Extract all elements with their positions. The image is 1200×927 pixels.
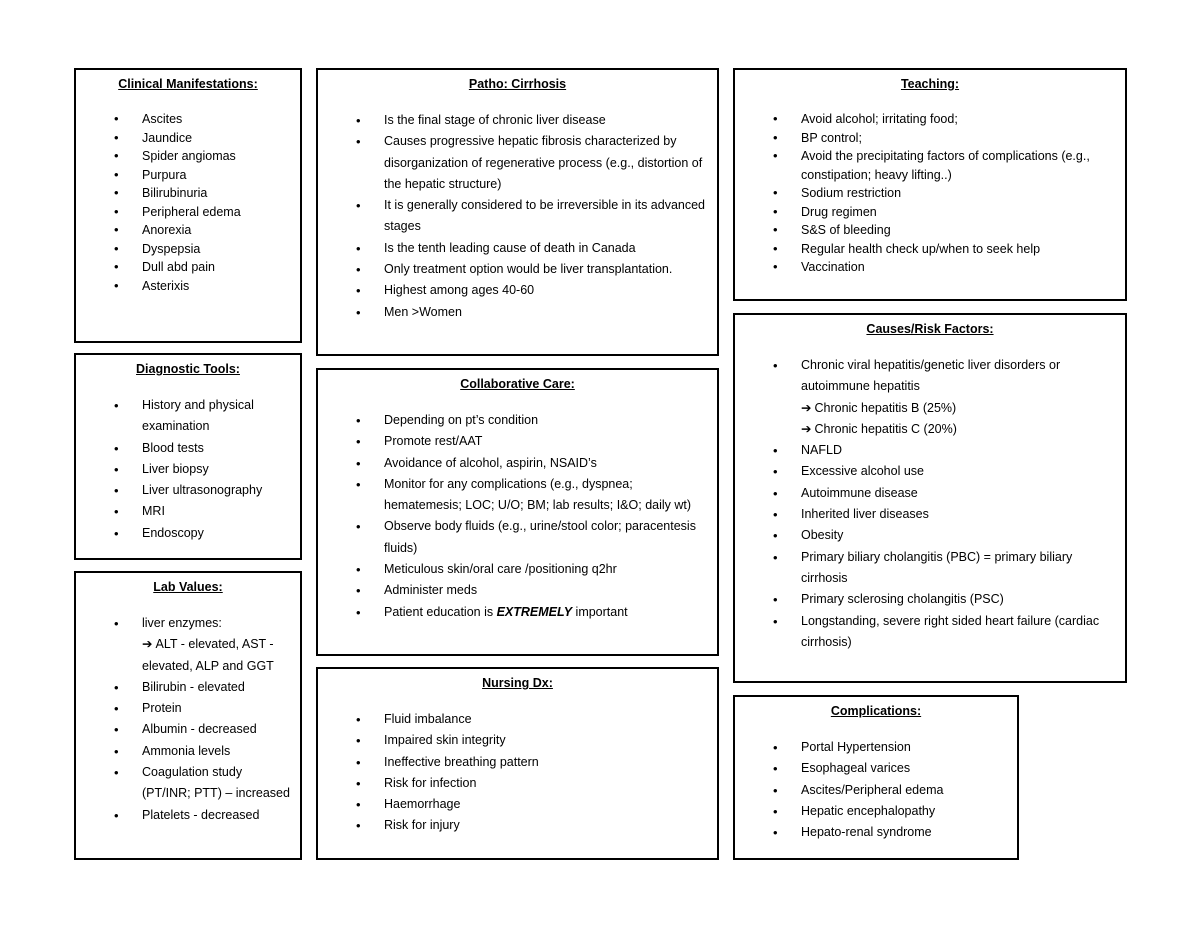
list-item: • Impaired skin integrity — [326, 730, 709, 751]
list-item-label-suffix: important — [572, 604, 628, 619]
list-item: • Administer meds — [326, 580, 709, 601]
list-item: • Bilirubin - elevated — [84, 677, 292, 698]
list-item: • Platelets - decreased — [84, 805, 292, 826]
list-item: • Vaccination — [743, 258, 1117, 277]
list-item: • Fluid imbalance — [326, 709, 709, 730]
list-item: • Avoid alcohol; irritating food; — [743, 110, 1117, 129]
patho-cirrhosis-list — [326, 110, 709, 323]
list-sub-item — [142, 634, 292, 677]
list-item: • Anorexia — [84, 221, 292, 240]
list-item: • Liver ultrasonography — [84, 480, 292, 501]
arrow-right-icon: ➔ — [142, 637, 153, 652]
list-sub-item-label: ALT - elevated, AST - elevated, ALP and GGT — [142, 637, 274, 673]
list-item: • History and physical examination — [84, 395, 292, 438]
list-item: • Avoid the precipitating factors of complications (e.g., constipation; heavy lifting..) — [743, 147, 1117, 184]
nursing-dx-box — [316, 667, 719, 860]
list-item: • Jaundice — [84, 129, 292, 148]
list-item: • Coagulation study (PT/INR; PTT) – increased — [84, 762, 292, 805]
list-sub-item-label: Chronic hepatitis B (25%) — [814, 400, 957, 415]
list-sub-item — [801, 398, 1117, 419]
teaching-title: Teaching: — [900, 77, 960, 91]
list-item: • Longstanding, severe right sided heart failure (cardiac cirrhosis) — [743, 611, 1117, 654]
list-item: • Dyspepsia — [84, 240, 292, 259]
list-item: • Primary sclerosing cholangitis (PSC) — [743, 589, 1117, 610]
list-item: • Albumin - decreased — [84, 719, 292, 740]
list-item: • Autoimmune disease — [743, 483, 1117, 504]
list-item: • Spider angiomas — [84, 147, 292, 166]
list-item: • Causes progressive hepatic fibrosis characterized by disorganization of regenerative process (e.g., distortion of the hepatic structure) — [326, 131, 709, 195]
list-item: • Inherited liver diseases — [743, 504, 1117, 525]
list-item: • Highest among ages 40-60 — [326, 280, 709, 301]
list-item: • Risk for infection — [326, 773, 709, 794]
list-item: • Ascites/Peripheral edema — [743, 780, 1009, 801]
arrow-right-icon: ➔ — [801, 400, 812, 415]
clinical-manifestations-title: Clinical Manifestations: — [118, 77, 258, 91]
list-item: • Ineffective breathing pattern — [326, 752, 709, 773]
list-item: • Regular health check up/when to seek help — [743, 240, 1117, 259]
list-item — [326, 602, 709, 623]
list-item: • Dull abd pain — [84, 258, 292, 277]
list-item: • Liver biopsy — [84, 459, 292, 480]
list-item: • Protein — [84, 698, 292, 719]
list-item-label: liver enzymes: — [142, 616, 222, 630]
clinical-manifestations-list — [84, 110, 292, 295]
teaching-list — [743, 110, 1117, 277]
list-item: • BP control; — [743, 129, 1117, 148]
list-sub-item-label: Chronic hepatitis C (20%) — [814, 421, 957, 436]
list-item: • Drug regimen — [743, 203, 1117, 222]
list-item: • Is the tenth leading cause of death in Canada — [326, 238, 709, 259]
diagnostic-tools-title: Diagnostic Tools: — [136, 362, 240, 376]
list-item: • Men >Women — [326, 302, 709, 323]
list-item-label-prefix: Patient education is — [384, 604, 497, 619]
list-item: • Is the final stage of chronic liver disease — [326, 110, 709, 131]
nursing-dx-title: Nursing Dx: — [482, 676, 553, 690]
lab-values-box — [74, 571, 302, 860]
clinical-manifestations-box — [74, 68, 302, 343]
list-item: • Monitor for any complications (e.g., dyspnea; hematemesis; LOC; U/O; BM; lab results; I&O; daily wt) — [326, 474, 709, 517]
complications-list — [743, 737, 1009, 843]
list-item: • Only treatment option would be liver transplantation. — [326, 259, 709, 280]
list-item: • Bilirubinuria — [84, 184, 292, 203]
list-item: • MRI — [84, 501, 292, 522]
list-item: • Sodium restriction — [743, 184, 1117, 203]
list-item — [84, 613, 292, 677]
collaborative-care-list — [326, 410, 709, 623]
list-item: • Blood tests — [84, 438, 292, 459]
complications-box — [733, 695, 1019, 860]
list-item: • Excessive alcohol use — [743, 461, 1117, 482]
list-item: • Risk for injury — [326, 815, 709, 836]
list-item: • Hepatic encephalopathy — [743, 801, 1009, 822]
causes-risk-factors-title: Causes/Risk Factors: — [866, 322, 994, 336]
list-item: • Obesity — [743, 525, 1117, 546]
causes-risk-factors-box — [733, 313, 1127, 683]
list-item: • NAFLD — [743, 440, 1117, 461]
list-item-label: Chronic viral hepatitis/genetic liver disorders or autoimmune hepatitis — [801, 358, 1061, 394]
list-item: • Primary biliary cholangitis (PBC) = primary biliary cirrhosis — [743, 547, 1117, 590]
diagnostic-tools-list — [84, 395, 292, 544]
patho-cirrhosis-box — [316, 68, 719, 356]
emphasis-text: EXTREMELY — [496, 604, 573, 619]
causes-risk-factors-list — [743, 355, 1117, 653]
lab-values-title: Lab Values: — [153, 580, 223, 594]
lab-values-list — [84, 613, 292, 826]
list-item: • Asterixis — [84, 277, 292, 296]
list-item: • Promote rest/AAT — [326, 431, 709, 452]
list-item: • Meticulous skin/oral care /positioning q2hr — [326, 559, 709, 580]
list-item: • Endoscopy — [84, 523, 292, 544]
arrow-right-icon: ➔ — [801, 421, 812, 436]
list-item: • Avoidance of alcohol, aspirin, NSAID’s — [326, 453, 709, 474]
list-item: • Hepato-renal syndrome — [743, 822, 1009, 843]
complications-title: Complications: — [830, 704, 922, 718]
list-item: • Observe body fluids (e.g., urine/stool color; paracentesis fluids) — [326, 516, 709, 559]
collaborative-care-box — [316, 368, 719, 656]
diagnostic-tools-box — [74, 353, 302, 560]
list-item: • Haemorrhage — [326, 794, 709, 815]
list-item: • Depending on pt’s condition — [326, 410, 709, 431]
nursing-dx-list — [326, 709, 709, 837]
list-item: • It is generally considered to be irreversible in its advanced stages — [326, 195, 709, 238]
list-item: • S&S of bleeding — [743, 221, 1117, 240]
teaching-box — [733, 68, 1127, 301]
list-sub-item — [801, 419, 1117, 440]
patho-cirrhosis-title: Patho: Cirrhosis — [468, 77, 567, 91]
list-item — [743, 355, 1117, 440]
list-item: • Purpura — [84, 166, 292, 185]
list-item: • Portal Hypertension — [743, 737, 1009, 758]
list-item: • Peripheral edema — [84, 203, 292, 222]
list-item: • Ammonia levels — [84, 741, 292, 762]
collaborative-care-title: Collaborative Care: — [460, 377, 575, 391]
list-item: • Esophageal varices — [743, 758, 1009, 779]
list-item: • Ascites — [84, 110, 292, 129]
